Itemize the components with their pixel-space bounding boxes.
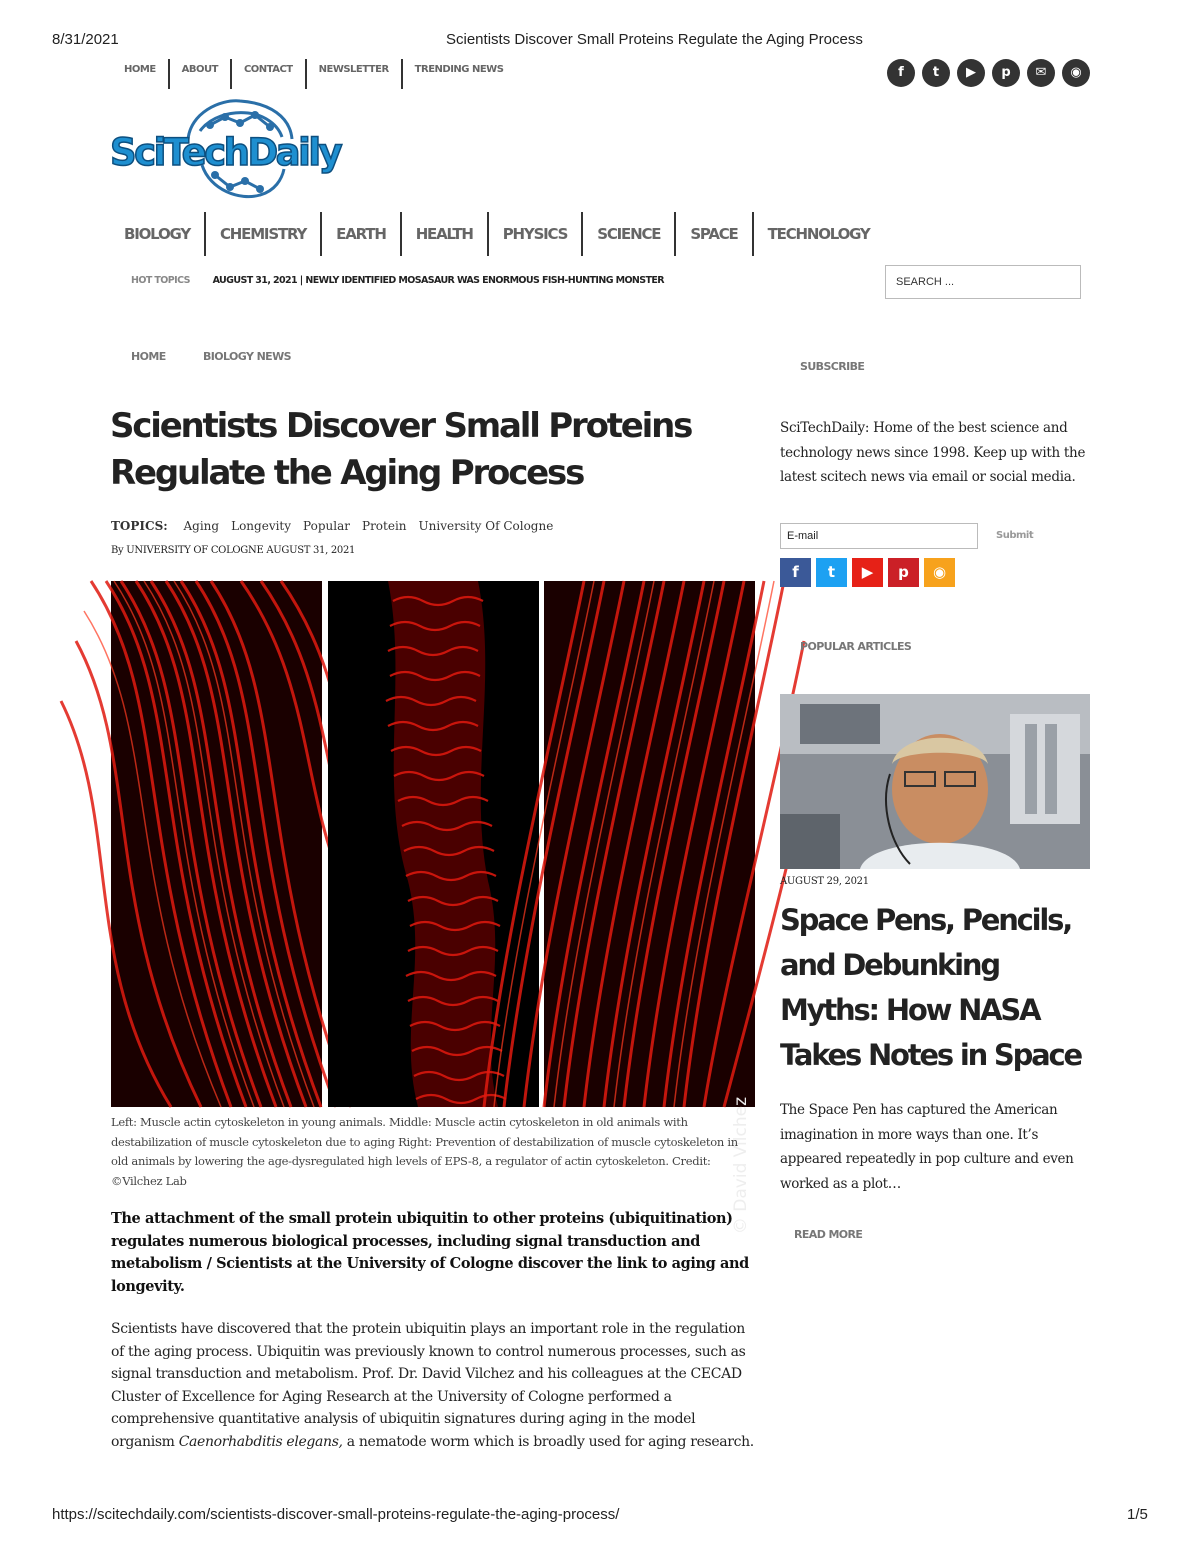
- hot-topics-headline[interactable]: AUGUST 31, 2021 | NEWLY IDENTIFIED MOSASAUR WAS ENORMOUS FISH-HUNTING MONSTER: [212, 275, 665, 286]
- image-panel-treated: [544, 581, 755, 1235]
- breadcrumb-biology-news[interactable]: BIOLOGY NEWS: [203, 350, 291, 363]
- search-input[interactable]: SEARCH ...: [885, 265, 1081, 299]
- social-icons-top: [887, 59, 1090, 87]
- subscribe-text: SciTechDaily: Home of the best science and technology news since 1998. Keep up with the latest scitech news via email or social media.: [780, 420, 1086, 485]
- category-chemistry[interactable]: CHEMISTRY: [204, 212, 320, 256]
- youtube-icon[interactable]: ▶: [957, 59, 985, 87]
- youtube-icon[interactable]: ▶: [852, 558, 883, 587]
- topic-longevity[interactable]: Longevity: [231, 519, 292, 533]
- article-byline: By UNIVERSITY OF COLOGNE AUGUST 31, 2021: [111, 545, 356, 556]
- popular-article-excerpt: The Space Pen has captured the American imagination in more ways than one. It’s appeared repeatedly in pop culture and even worked as a plot…: [780, 1102, 1074, 1192]
- popular-article-image[interactable]: [780, 694, 1090, 869]
- top-nav-contact[interactable]: CONTACT: [230, 59, 305, 89]
- image-panel-young: [111, 581, 322, 1107]
- body-text-2: a nematode worm which is broadly used for aging research.: [342, 1433, 754, 1450]
- facebook-icon[interactable]: f: [887, 59, 915, 87]
- topic-protein[interactable]: Protein: [362, 519, 407, 533]
- popular-article-date: AUGUST 29, 2021: [780, 876, 869, 887]
- topic-aging[interactable]: Aging: [183, 519, 220, 533]
- image-panel-old: [328, 581, 539, 1107]
- body-text-1: Scientists have discovered that the protein ubiquitin plays an important role in the regulation of the aging process. Ubiquitin was previously known to control numerous processes, such as signal transduction and metabolism. Prof. Dr. David Vilchez and his colleagues at the CECAD Cluster of Excellence for Aging Research at the University of Cologne performed a comprehensive quantitative analysis of ubiquitin signatures during aging in the model organism: [111, 1321, 746, 1450]
- pdf-header-date: 8/31/2021: [52, 31, 119, 48]
- subscribe-heading: SUBSCRIBE: [800, 360, 865, 373]
- image-credit: © David Vilchez: [731, 1097, 751, 1235]
- pdf-footer-url: https://scitechdaily.com/scientists-discover-small-proteins-regulate-the-aging-process/: [52, 1506, 620, 1523]
- article-topics: [111, 519, 565, 533]
- email-field[interactable]: E-mail: [780, 523, 978, 549]
- pdf-header-title: Scientists Discover Small Proteins Regulate the Aging Process: [446, 31, 863, 48]
- article-lead: The attachment of the small protein ubiquitin to other proteins (ubiquitination) regulates numerous biological processes, including signal transduction and metabolism / Scientists at the University of Cologne discover the link to aging and longevity.: [111, 1210, 749, 1295]
- article-body: [111, 1318, 761, 1454]
- top-nav: [124, 62, 515, 86]
- category-science[interactable]: SCIENCE: [581, 212, 674, 256]
- submit-button[interactable]: Submit: [996, 530, 1034, 541]
- read-more-link[interactable]: READ MORE: [794, 1228, 863, 1241]
- topic-popular[interactable]: Popular: [303, 519, 350, 533]
- top-nav-trending-news[interactable]: TRENDING NEWS: [401, 59, 516, 89]
- logo-text: SciTechDaily: [110, 131, 341, 174]
- category-health[interactable]: HEALTH: [400, 212, 487, 256]
- top-nav-newsletter[interactable]: NEWSLETTER: [305, 59, 401, 89]
- article-title: Scientists Discover Small Proteins Regulate the Aging Process: [110, 406, 692, 493]
- image-caption: Left: Muscle actin cytoskeleton in young animals. Middle: Muscle actin cytoskeleton in old animals with destabilization of muscle cytoskeleton due to aging Right: Prevention of destabilization of muscle cytoskeleton in old animals by lowering the age-dysregulated high levels of EPS-8, a regulator of actin cytoskeleton. Credit: ©Vilchez Lab: [111, 1115, 738, 1188]
- category-biology[interactable]: BIOLOGY: [124, 225, 190, 243]
- popular-article-title[interactable]: Space Pens, Pencils, and Debunking Myths: How NASA Takes Notes in Space: [780, 903, 1081, 1072]
- breadcrumb-home[interactable]: HOME: [131, 350, 166, 363]
- email-icon[interactable]: ✉: [1027, 59, 1055, 87]
- pinterest-icon[interactable]: p: [992, 59, 1020, 87]
- topic-university-of-cologne[interactable]: University Of Cologne: [418, 519, 554, 533]
- pinterest-icon[interactable]: p: [888, 558, 919, 587]
- twitter-icon[interactable]: t: [922, 59, 950, 87]
- rss-icon[interactable]: ◉: [1062, 59, 1090, 87]
- category-nav: [124, 212, 884, 256]
- top-nav-home[interactable]: HOME: [124, 64, 156, 75]
- popular-articles-heading: POPULAR ARTICLES: [800, 640, 912, 653]
- twitter-icon[interactable]: t: [816, 558, 847, 587]
- social-icons-sidebar: [780, 558, 955, 587]
- category-space[interactable]: SPACE: [674, 212, 751, 256]
- hot-topics: [131, 275, 664, 286]
- topics-label: TOPICS:: [111, 519, 168, 533]
- top-nav-about[interactable]: ABOUT: [168, 59, 230, 89]
- hot-topics-label: HOT TOPICS: [131, 275, 190, 286]
- rss-icon[interactable]: ◉: [924, 558, 955, 587]
- body-species: Caenorhabditis elegans,: [178, 1433, 343, 1450]
- category-earth[interactable]: EARTH: [320, 212, 400, 256]
- facebook-icon[interactable]: f: [780, 558, 811, 587]
- category-technology[interactable]: TECHNOLOGY: [752, 212, 884, 256]
- pdf-footer-page: 1/5: [1127, 1506, 1148, 1523]
- scitechdaily-logo[interactable]: [110, 95, 350, 207]
- category-physics[interactable]: PHYSICS: [487, 212, 581, 256]
